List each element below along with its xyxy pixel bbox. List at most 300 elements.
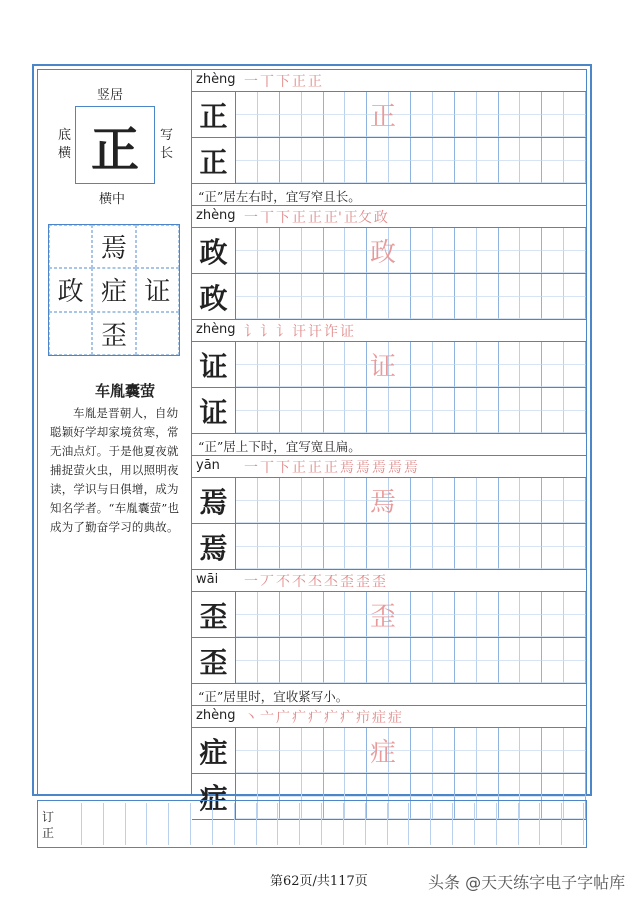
- writing-cell[interactable]: [455, 478, 477, 501]
- writing-cell[interactable]: [345, 661, 367, 684]
- writing-cell[interactable]: [302, 411, 324, 434]
- writing-cell[interactable]: [324, 615, 346, 638]
- writing-cell[interactable]: [542, 615, 564, 638]
- writing-cell[interactable]: [258, 524, 280, 547]
- writing-cell[interactable]: [258, 728, 280, 751]
- writing-cell[interactable]: [258, 547, 280, 570]
- writing-cell[interactable]: [542, 547, 564, 570]
- correction-cell[interactable]: [60, 803, 82, 845]
- writing-cell[interactable]: [564, 661, 586, 684]
- writing-cell[interactable]: [433, 251, 455, 274]
- writing-cell[interactable]: [345, 228, 367, 251]
- writing-cell[interactable]: [542, 774, 564, 797]
- writing-cell[interactable]: [236, 751, 258, 774]
- writing-cell[interactable]: [345, 547, 367, 570]
- correction-cell[interactable]: [82, 803, 104, 845]
- writing-cell[interactable]: [520, 342, 542, 365]
- correction-cell[interactable]: [366, 803, 388, 845]
- correction-cell[interactable]: [322, 803, 344, 845]
- writing-cell[interactable]: [564, 274, 586, 297]
- writing-cell[interactable]: [520, 228, 542, 251]
- writing-cells[interactable]: [236, 92, 586, 137]
- writing-cells[interactable]: [236, 138, 586, 183]
- writing-cell[interactable]: [236, 251, 258, 274]
- writing-cell[interactable]: [564, 115, 586, 138]
- writing-cell[interactable]: [542, 728, 564, 751]
- correction-cell[interactable]: [519, 803, 541, 845]
- writing-cell[interactable]: [258, 661, 280, 684]
- writing-cell[interactable]: [542, 115, 564, 138]
- writing-cell[interactable]: [455, 274, 477, 297]
- writing-cell[interactable]: [367, 274, 389, 297]
- correction-cells[interactable]: [60, 803, 584, 845]
- writing-cell[interactable]: [324, 388, 346, 411]
- writing-cell[interactable]: [280, 342, 302, 365]
- writing-cell[interactable]: [520, 592, 542, 615]
- correction-cell[interactable]: [169, 803, 191, 845]
- writing-cell[interactable]: [520, 365, 542, 388]
- writing-cell[interactable]: [411, 92, 433, 115]
- writing-cell[interactable]: [411, 478, 433, 501]
- writing-cell[interactable]: [564, 228, 586, 251]
- writing-cell[interactable]: [236, 297, 258, 320]
- writing-cell[interactable]: [280, 388, 302, 411]
- correction-cell[interactable]: [497, 803, 519, 845]
- writing-cell[interactable]: [455, 774, 477, 797]
- writing-cell[interactable]: [520, 547, 542, 570]
- writing-cell[interactable]: [520, 728, 542, 751]
- writing-cell[interactable]: [564, 342, 586, 365]
- writing-cell[interactable]: [411, 547, 433, 570]
- correction-cell[interactable]: [257, 803, 279, 845]
- writing-cell[interactable]: [564, 92, 586, 115]
- writing-cell[interactable]: [520, 92, 542, 115]
- writing-cell[interactable]: [367, 774, 389, 797]
- writing-cell[interactable]: [280, 138, 302, 161]
- writing-cell[interactable]: [477, 161, 499, 184]
- writing-cell[interactable]: [389, 388, 411, 411]
- writing-cell[interactable]: [564, 751, 586, 774]
- writing-cell[interactable]: [499, 411, 521, 434]
- writing-cell[interactable]: [433, 274, 455, 297]
- writing-cell[interactable]: [236, 388, 258, 411]
- writing-cell[interactable]: [499, 478, 521, 501]
- writing-cell[interactable]: [542, 161, 564, 184]
- writing-cell[interactable]: [499, 92, 521, 115]
- writing-cell[interactable]: [389, 161, 411, 184]
- writing-cell[interactable]: [477, 388, 499, 411]
- correction-cell[interactable]: [409, 803, 431, 845]
- writing-cell[interactable]: [411, 251, 433, 274]
- writing-cell[interactable]: [499, 774, 521, 797]
- writing-cell[interactable]: [258, 774, 280, 797]
- writing-cell[interactable]: [258, 115, 280, 138]
- writing-cell[interactable]: [564, 524, 586, 547]
- writing-cell[interactable]: [324, 138, 346, 161]
- writing-cell[interactable]: [564, 501, 586, 524]
- writing-cell[interactable]: [345, 478, 367, 501]
- writing-cell[interactable]: [411, 592, 433, 615]
- writing-cell[interactable]: [477, 228, 499, 251]
- writing-cell[interactable]: [280, 661, 302, 684]
- writing-cell[interactable]: [302, 161, 324, 184]
- writing-cell[interactable]: [564, 592, 586, 615]
- writing-cell[interactable]: [477, 615, 499, 638]
- writing-cell[interactable]: [236, 524, 258, 547]
- writing-cell[interactable]: [280, 161, 302, 184]
- writing-cell[interactable]: [564, 615, 586, 638]
- writing-cell[interactable]: [324, 501, 346, 524]
- writing-cell[interactable]: [302, 501, 324, 524]
- writing-cell[interactable]: [280, 524, 302, 547]
- writing-cell[interactable]: [302, 388, 324, 411]
- writing-cell[interactable]: [280, 274, 302, 297]
- writing-cell[interactable]: [302, 342, 324, 365]
- writing-cell[interactable]: [499, 661, 521, 684]
- writing-cell[interactable]: [258, 478, 280, 501]
- writing-cell[interactable]: [302, 751, 324, 774]
- writing-cell[interactable]: [280, 297, 302, 320]
- writing-cell[interactable]: [564, 388, 586, 411]
- writing-cell[interactable]: [345, 638, 367, 661]
- writing-cell[interactable]: [345, 92, 367, 115]
- writing-cell[interactable]: [302, 138, 324, 161]
- writing-cell[interactable]: [345, 138, 367, 161]
- writing-cell[interactable]: [477, 524, 499, 547]
- writing-cell[interactable]: [345, 501, 367, 524]
- writing-cell[interactable]: [236, 728, 258, 751]
- writing-cell[interactable]: [455, 524, 477, 547]
- correction-cell[interactable]: [540, 803, 562, 845]
- writing-cell[interactable]: [520, 774, 542, 797]
- writing-cell[interactable]: [258, 342, 280, 365]
- writing-cell[interactable]: [455, 92, 477, 115]
- writing-cell[interactable]: [542, 228, 564, 251]
- writing-cell[interactable]: [542, 274, 564, 297]
- writing-cell[interactable]: [236, 592, 258, 615]
- writing-cell[interactable]: [411, 661, 433, 684]
- writing-cell[interactable]: [542, 411, 564, 434]
- writing-cell[interactable]: [302, 251, 324, 274]
- writing-cell[interactable]: [324, 411, 346, 434]
- writing-cell[interactable]: [455, 342, 477, 365]
- writing-cell[interactable]: [236, 92, 258, 115]
- writing-cell[interactable]: [542, 751, 564, 774]
- writing-cells[interactable]: [236, 274, 586, 319]
- correction-cell[interactable]: [431, 803, 453, 845]
- writing-cell[interactable]: [499, 161, 521, 184]
- writing-cell[interactable]: [389, 411, 411, 434]
- writing-cell[interactable]: [411, 501, 433, 524]
- writing-cell[interactable]: [455, 228, 477, 251]
- writing-cell[interactable]: [324, 751, 346, 774]
- correction-cell[interactable]: [300, 803, 322, 845]
- writing-cell[interactable]: [302, 592, 324, 615]
- writing-cell[interactable]: [258, 592, 280, 615]
- writing-cell[interactable]: [345, 774, 367, 797]
- writing-cell[interactable]: [302, 774, 324, 797]
- writing-cell[interactable]: [477, 774, 499, 797]
- writing-cell[interactable]: [564, 547, 586, 570]
- writing-cell[interactable]: [542, 524, 564, 547]
- writing-cell[interactable]: [411, 365, 433, 388]
- writing-cell[interactable]: [433, 411, 455, 434]
- writing-cell[interactable]: [564, 478, 586, 501]
- writing-cell[interactable]: [236, 478, 258, 501]
- writing-cell[interactable]: [345, 342, 367, 365]
- writing-cells[interactable]: [236, 524, 586, 569]
- writing-cell[interactable]: [324, 92, 346, 115]
- writing-cell[interactable]: [302, 228, 324, 251]
- writing-cell[interactable]: [477, 751, 499, 774]
- writing-cell[interactable]: [258, 365, 280, 388]
- writing-cell[interactable]: [345, 274, 367, 297]
- writing-cell[interactable]: [345, 297, 367, 320]
- correction-cell[interactable]: [388, 803, 410, 845]
- writing-cell[interactable]: [433, 751, 455, 774]
- writing-cell[interactable]: [542, 365, 564, 388]
- writing-cell[interactable]: [564, 774, 586, 797]
- writing-cell[interactable]: [367, 524, 389, 547]
- writing-cell[interactable]: [455, 592, 477, 615]
- writing-cell[interactable]: [455, 661, 477, 684]
- writing-cell[interactable]: [455, 411, 477, 434]
- writing-cell[interactable]: [258, 274, 280, 297]
- writing-cell[interactable]: [411, 638, 433, 661]
- writing-cell[interactable]: [455, 501, 477, 524]
- writing-cell[interactable]: [280, 592, 302, 615]
- writing-cell[interactable]: [411, 615, 433, 638]
- writing-cell[interactable]: [477, 592, 499, 615]
- writing-cell[interactable]: [455, 547, 477, 570]
- writing-cell[interactable]: [280, 501, 302, 524]
- writing-cell[interactable]: [280, 638, 302, 661]
- writing-cell[interactable]: [280, 365, 302, 388]
- writing-cell[interactable]: [302, 297, 324, 320]
- correction-cell[interactable]: [147, 803, 169, 845]
- writing-cell[interactable]: [477, 274, 499, 297]
- writing-cell[interactable]: [302, 615, 324, 638]
- writing-cell[interactable]: [455, 615, 477, 638]
- writing-cell[interactable]: [367, 661, 389, 684]
- writing-cell[interactable]: [302, 115, 324, 138]
- writing-cell[interactable]: [520, 138, 542, 161]
- writing-cell[interactable]: [302, 638, 324, 661]
- writing-cell[interactable]: [367, 547, 389, 570]
- writing-cell[interactable]: [324, 365, 346, 388]
- writing-cell[interactable]: [258, 161, 280, 184]
- writing-cell[interactable]: [302, 524, 324, 547]
- writing-cell[interactable]: [542, 92, 564, 115]
- writing-cell[interactable]: [499, 547, 521, 570]
- writing-cell[interactable]: [455, 728, 477, 751]
- writing-cell[interactable]: [345, 592, 367, 615]
- writing-cell[interactable]: [520, 297, 542, 320]
- writing-cell[interactable]: [542, 342, 564, 365]
- writing-cells[interactable]: [236, 388, 586, 433]
- writing-cell[interactable]: [477, 365, 499, 388]
- writing-cell[interactable]: [542, 297, 564, 320]
- writing-cell[interactable]: [477, 251, 499, 274]
- writing-cell[interactable]: [455, 251, 477, 274]
- writing-cells[interactable]: [236, 638, 586, 683]
- writing-cell[interactable]: [345, 115, 367, 138]
- writing-cell[interactable]: [345, 411, 367, 434]
- writing-cell[interactable]: [564, 728, 586, 751]
- writing-cell[interactable]: [258, 501, 280, 524]
- writing-cell[interactable]: [411, 411, 433, 434]
- writing-cell[interactable]: [389, 524, 411, 547]
- writing-cell[interactable]: [258, 615, 280, 638]
- correction-cell[interactable]: [562, 803, 584, 845]
- writing-cell[interactable]: [499, 388, 521, 411]
- writing-cell[interactable]: [411, 138, 433, 161]
- writing-cell[interactable]: [564, 365, 586, 388]
- writing-cell[interactable]: [477, 661, 499, 684]
- writing-cell[interactable]: [236, 774, 258, 797]
- writing-cell[interactable]: [411, 524, 433, 547]
- writing-cell[interactable]: [236, 115, 258, 138]
- writing-cell[interactable]: [477, 297, 499, 320]
- writing-cell[interactable]: [433, 524, 455, 547]
- writing-cell[interactable]: [367, 388, 389, 411]
- writing-cell[interactable]: [477, 547, 499, 570]
- writing-cell[interactable]: [520, 388, 542, 411]
- writing-cells[interactable]: [236, 342, 586, 387]
- correction-cell[interactable]: [191, 803, 213, 845]
- writing-cell[interactable]: [433, 138, 455, 161]
- writing-cell[interactable]: [477, 638, 499, 661]
- writing-cell[interactable]: [345, 251, 367, 274]
- writing-cell[interactable]: [302, 92, 324, 115]
- writing-cell[interactable]: [258, 138, 280, 161]
- writing-cell[interactable]: [499, 228, 521, 251]
- writing-cell[interactable]: [258, 638, 280, 661]
- writing-cell[interactable]: [302, 365, 324, 388]
- writing-cell[interactable]: [302, 728, 324, 751]
- writing-cell[interactable]: [455, 161, 477, 184]
- writing-cell[interactable]: [280, 92, 302, 115]
- writing-cell[interactable]: [455, 115, 477, 138]
- writing-cell[interactable]: [433, 297, 455, 320]
- writing-cell[interactable]: [258, 411, 280, 434]
- writing-cell[interactable]: [324, 592, 346, 615]
- writing-cell[interactable]: [499, 138, 521, 161]
- correction-cell[interactable]: [453, 803, 475, 845]
- writing-cell[interactable]: [520, 478, 542, 501]
- writing-cell[interactable]: [520, 638, 542, 661]
- correction-cell[interactable]: [235, 803, 257, 845]
- writing-cell[interactable]: [258, 92, 280, 115]
- writing-cell[interactable]: [542, 501, 564, 524]
- writing-cell[interactable]: [236, 228, 258, 251]
- writing-cell[interactable]: [367, 411, 389, 434]
- writing-cell[interactable]: [345, 388, 367, 411]
- writing-cells[interactable]: [236, 228, 586, 273]
- writing-cell[interactable]: [236, 274, 258, 297]
- writing-cell[interactable]: [324, 478, 346, 501]
- writing-cell[interactable]: [499, 274, 521, 297]
- writing-cell[interactable]: [258, 388, 280, 411]
- writing-cell[interactable]: [258, 228, 280, 251]
- writing-cell[interactable]: [324, 638, 346, 661]
- writing-cell[interactable]: [433, 774, 455, 797]
- writing-cell[interactable]: [345, 161, 367, 184]
- writing-cell[interactable]: [411, 297, 433, 320]
- writing-cell[interactable]: [280, 478, 302, 501]
- writing-cell[interactable]: [455, 297, 477, 320]
- writing-cell[interactable]: [389, 774, 411, 797]
- writing-cell[interactable]: [236, 501, 258, 524]
- writing-cell[interactable]: [324, 661, 346, 684]
- writing-cell[interactable]: [324, 161, 346, 184]
- writing-cell[interactable]: [324, 524, 346, 547]
- writing-cell[interactable]: [455, 138, 477, 161]
- writing-cells[interactable]: [236, 592, 586, 637]
- writing-cell[interactable]: [389, 297, 411, 320]
- writing-cell[interactable]: [258, 751, 280, 774]
- writing-cell[interactable]: [433, 342, 455, 365]
- writing-cell[interactable]: [280, 228, 302, 251]
- writing-cell[interactable]: [499, 592, 521, 615]
- writing-cell[interactable]: [433, 228, 455, 251]
- correction-cell[interactable]: [344, 803, 366, 845]
- writing-cell[interactable]: [455, 388, 477, 411]
- writing-cell[interactable]: [433, 365, 455, 388]
- writing-cell[interactable]: [520, 411, 542, 434]
- writing-cell[interactable]: [389, 661, 411, 684]
- writing-cell[interactable]: [411, 342, 433, 365]
- writing-cell[interactable]: [236, 547, 258, 570]
- writing-cell[interactable]: [258, 251, 280, 274]
- writing-cell[interactable]: [564, 161, 586, 184]
- writing-cell[interactable]: [280, 774, 302, 797]
- writing-cell[interactable]: [564, 251, 586, 274]
- writing-cell[interactable]: [302, 478, 324, 501]
- writing-cell[interactable]: [236, 615, 258, 638]
- writing-cell[interactable]: [280, 547, 302, 570]
- writing-cell[interactable]: [477, 138, 499, 161]
- correction-cell[interactable]: [278, 803, 300, 845]
- writing-cell[interactable]: [433, 478, 455, 501]
- writing-cell[interactable]: [477, 92, 499, 115]
- writing-cell[interactable]: [477, 342, 499, 365]
- writing-cell[interactable]: [280, 115, 302, 138]
- writing-cell[interactable]: [324, 228, 346, 251]
- writing-cell[interactable]: [499, 524, 521, 547]
- writing-cell[interactable]: [455, 751, 477, 774]
- writing-cell[interactable]: [564, 411, 586, 434]
- correction-cell[interactable]: [475, 803, 497, 845]
- writing-cell[interactable]: [389, 547, 411, 570]
- writing-cell[interactable]: [236, 638, 258, 661]
- writing-cell[interactable]: [477, 728, 499, 751]
- writing-cell[interactable]: [542, 478, 564, 501]
- writing-cell[interactable]: [411, 228, 433, 251]
- writing-cell[interactable]: [499, 297, 521, 320]
- writing-cell[interactable]: [542, 638, 564, 661]
- writing-cell[interactable]: [433, 661, 455, 684]
- writing-cell[interactable]: [411, 751, 433, 774]
- writing-cell[interactable]: [411, 388, 433, 411]
- writing-cell[interactable]: [236, 161, 258, 184]
- writing-cell[interactable]: [520, 661, 542, 684]
- writing-cell[interactable]: [324, 274, 346, 297]
- writing-cell[interactable]: [433, 638, 455, 661]
- writing-cell[interactable]: [477, 501, 499, 524]
- writing-cell[interactable]: [236, 661, 258, 684]
- writing-cell[interactable]: [520, 115, 542, 138]
